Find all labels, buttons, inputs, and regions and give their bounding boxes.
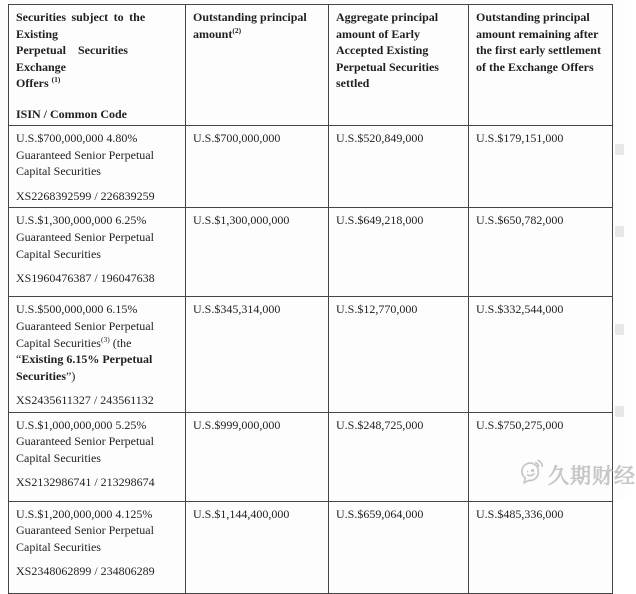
footnote-ref-2: (2): [232, 25, 242, 35]
edge-watermark-smudge: [615, 226, 624, 237]
header-cell-securities: [9, 5, 186, 126]
cell-isin: XS2268392599 / 226839259: [16, 188, 155, 203]
header-cell-outstanding: Outstanding principal amount$^{(2)}$: [186, 5, 329, 126]
cell-security-name: U.S.$1,000,000,000 5.25% Guaranteed Senior Perpetual Capital Securities XS2132986741 / 213298674: [9, 412, 186, 501]
cell-isin: XS2132986741 / 213298674: [16, 475, 155, 490]
edge-watermark-smudge: [615, 144, 624, 155]
cell-accepted-amount: U.S.$248,725,000: [329, 412, 469, 501]
table-row: [9, 126, 613, 208]
footnote-ref-3: (3): [100, 334, 110, 344]
cell-isin: XS1960476387 / 196047638: [16, 271, 155, 286]
header-line: Offers $^{(1)}$: [16, 75, 61, 91]
cell-security-name: U.S.$700,000,000 4.80% Guaranteed Senior Perpetual Capital Securities XS2268392599 / 226839259: [9, 126, 186, 208]
edge-watermark-smudge: [615, 324, 624, 335]
cell-isin: XS2435611327 / 243561132: [16, 393, 154, 408]
header-cell-remaining: Outstanding principal amount remaining after the first early settlement of the Exchange Offers: [469, 5, 613, 126]
cell-isin: XS2348062899 / 234806289: [16, 564, 155, 579]
cell-outstanding-amount: U.S.$345,314,000: [186, 297, 329, 412]
table-row: [9, 412, 613, 501]
securities-settlement-table: [8, 4, 613, 594]
header-isin-common-code: ISIN / Common Code: [16, 106, 128, 121]
cell-remaining-amount: U.S.$332,544,000: [469, 297, 613, 412]
cell-remaining-amount: U.S.$650,782,000: [469, 208, 613, 297]
watermark-text: 久期财经: [548, 464, 636, 488]
cell-outstanding-amount: U.S.$999,000,000: [186, 412, 329, 501]
table-row: [9, 297, 613, 412]
defined-term: Existing 6.15% Perpetual Securities: [16, 352, 153, 383]
cell-outstanding-amount: U.S.$1,300,000,000: [186, 208, 329, 297]
cell-outstanding-amount: U.S.$1,144,400,000: [186, 501, 329, 593]
cell-security-name: U.S.$1,200,000,000 4.125% Guaranteed Senior Perpetual Capital Securities XS2348062899 / 234806289: [9, 501, 186, 593]
footnote-ref-1: (1): [51, 75, 61, 85]
header-line: Perpetual Securities Exchange: [16, 43, 128, 74]
table-row: [9, 208, 613, 297]
cell-accepted-amount: U.S.$659,064,000: [329, 501, 469, 593]
table-header-row: [9, 5, 613, 126]
cell-accepted-amount: U.S.$649,218,000: [329, 208, 469, 297]
cell-outstanding-amount: U.S.$700,000,000: [186, 126, 329, 208]
cell-remaining-amount: U.S.$750,275,000: [469, 412, 613, 501]
cell-accepted-amount: U.S.$520,849,000: [329, 126, 469, 208]
cell-security-name: U.S.$500,000,000 6.15% Guaranteed Senior Perpetual Capital Securities$^{(3)}$ (the “Existing 6.15% Perpetual Securities”) XS2435611327 / 243561132: [9, 297, 186, 412]
cell-remaining-amount: U.S.$179,151,000: [469, 126, 613, 208]
header-cell-accepted: Aggregate principal amount of Early Accepted Existing Perpetual Securities settled: [329, 5, 469, 126]
cell-accepted-amount: U.S.$12,770,000: [329, 297, 469, 412]
header-line: Securities subject to the Existing: [16, 10, 146, 41]
edge-watermark-smudge: [615, 406, 624, 417]
cell-security-name: U.S.$1,300,000,000 6.25% Guaranteed Senior Perpetual Capital Securities XS1960476387 / 196047638: [9, 208, 186, 297]
cell-remaining-amount: U.S.$485,336,000: [469, 501, 613, 593]
table-row: [9, 501, 613, 593]
